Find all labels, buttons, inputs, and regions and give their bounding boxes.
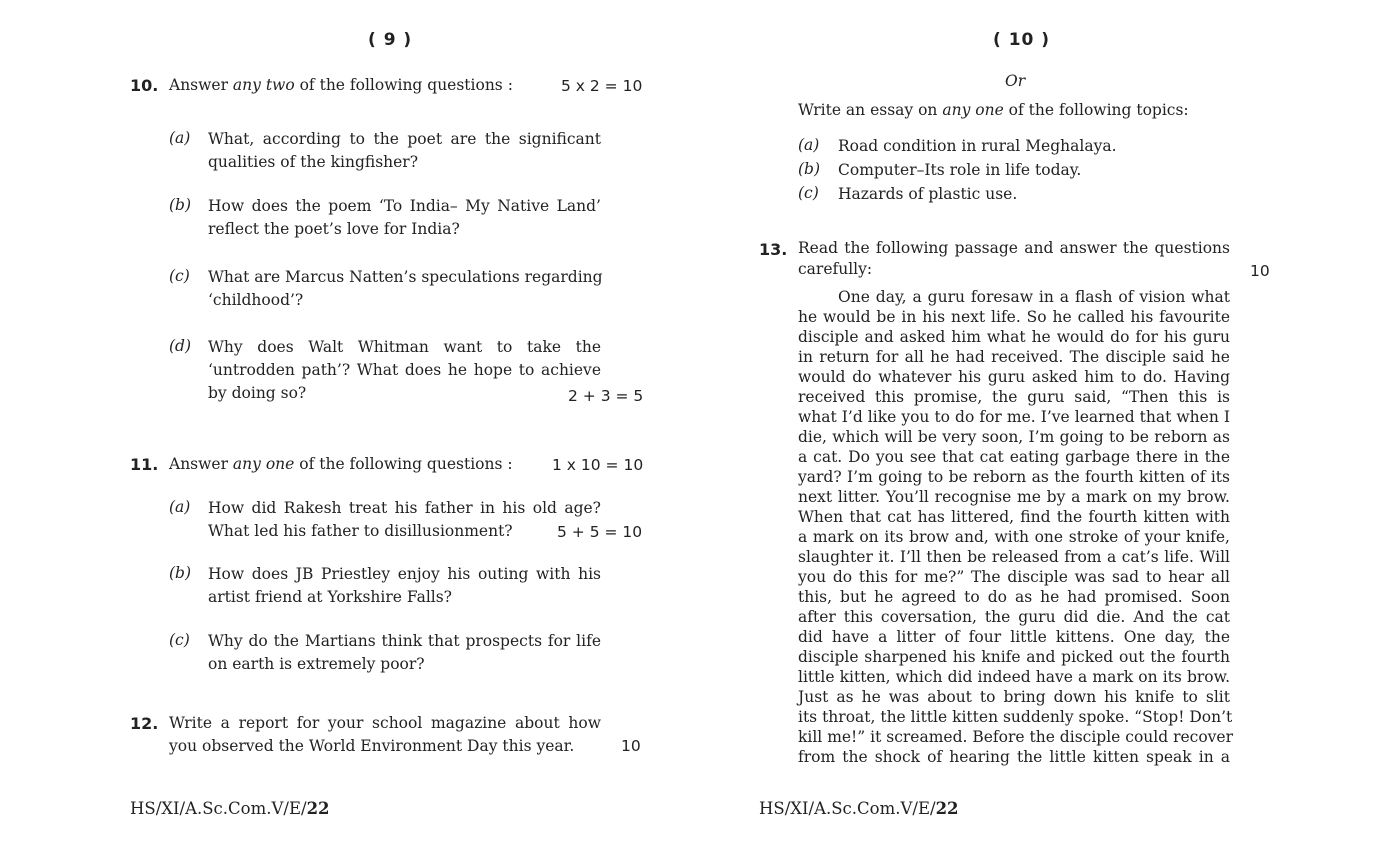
q10-item-c-text xyxy=(208,266,601,312)
text-line: What led his father to disillusionment? xyxy=(208,522,513,540)
stem-text: Answer xyxy=(169,76,233,94)
q11-item-a-text xyxy=(208,497,601,543)
passage-line: from the shock of hearing the little kitten speak in a xyxy=(798,748,1230,766)
stem-emphasis: any one xyxy=(942,101,1004,119)
passage-line: its throat, the little kitten suddenly spoke. “Stop! Don’t xyxy=(798,708,1233,726)
text-line: ‘childhood’? xyxy=(208,291,304,309)
text-line: qualities of the kingfisher? xyxy=(208,153,419,171)
passage-line: next litter. You’ll recognise me by a mark on my brow. xyxy=(798,488,1230,506)
passage-line: disciple sharpened his knife and picked out the fourth xyxy=(798,648,1230,666)
text-line: How did Rakesh treat his father in his old age? xyxy=(208,499,601,517)
text-line: carefully: xyxy=(798,260,873,278)
question-10-stem xyxy=(169,74,513,97)
q11-item-c-text xyxy=(208,630,601,676)
topic-b-text: Computer–Its role in life today. xyxy=(838,161,1082,179)
stem-text: Answer xyxy=(169,455,233,473)
topic-c-text: Hazards of plastic use. xyxy=(838,185,1018,203)
passage-line: One day, a guru foresaw in a flash of vision what xyxy=(838,288,1230,306)
or-separator: Or xyxy=(1005,72,1026,90)
topic-a-label: (a) xyxy=(798,136,820,154)
text-line: on earth is extremely poor? xyxy=(208,655,425,673)
passage-line: in return for all he had received. The disciple said he xyxy=(798,348,1230,366)
passage-line: did have a litter of four little kittens. One day, the xyxy=(798,628,1230,646)
topic-a-text: Road condition in rural Meghalaya. xyxy=(838,137,1117,155)
question-12-marks: 10 xyxy=(621,737,641,755)
footer-code-right xyxy=(759,799,959,818)
essay-instruction xyxy=(798,99,1189,122)
passage-line: received this promise, the guru said, “Then this is xyxy=(798,388,1230,406)
passage-line: Just as he was about to bring down his knife to slit xyxy=(798,688,1230,706)
text-line: How does JB Priestley enjoy his outing with his xyxy=(208,565,601,583)
text-line: Write a report for your school magazine about how xyxy=(169,714,601,732)
passage-line: yard? I’m going to be reborn as the fourth kitten of its xyxy=(798,468,1230,486)
passage-line: little kitten, which did indeed have a mark on its brow. xyxy=(798,668,1230,686)
question-12-text xyxy=(169,712,601,758)
stem-text: of the following questions : xyxy=(294,76,513,94)
question-12-number: 12. xyxy=(130,714,159,733)
stem-text: of the following topics: xyxy=(1003,101,1189,119)
q10-item-d-text xyxy=(208,336,601,405)
q10-item-d-marks: 2 + 3 = 5 xyxy=(568,387,644,405)
passage-line: what I’d like you to do for me. I’ve learned that when I xyxy=(798,408,1230,426)
text-line: Why do the Martians think that prospects for life xyxy=(208,632,601,650)
passage-line: kill me!” it screamed. Before the disciple could recover xyxy=(798,728,1233,746)
passage-line: this, but he agreed to do as he had promised. Soon xyxy=(798,588,1230,606)
q11-item-a-label: (a) xyxy=(169,498,191,516)
question-10-number: 10. xyxy=(130,76,159,95)
passage-line: would do whatever his guru asked him to do. Having xyxy=(798,368,1230,386)
footer-code-text: HS/XI/A.Sc.Com.V/E/ xyxy=(130,799,307,818)
text-line: reflect the poet’s love for India? xyxy=(208,220,460,238)
topic-c-label: (c) xyxy=(798,184,819,202)
q11-item-b-text xyxy=(208,563,601,609)
q10-item-b-label: (b) xyxy=(169,196,192,214)
passage-line: a mark on its brow and, with one stroke of your knife, xyxy=(798,528,1230,546)
topic-b-label: (b) xyxy=(798,160,821,178)
passage-line: you do this for me?” The disciple was sad to hear all xyxy=(798,568,1230,586)
footer-code-bold: 22 xyxy=(935,799,959,818)
q10-item-b-text xyxy=(208,195,601,241)
passage-line: he would be in his next life. So he called his favourite xyxy=(798,308,1230,326)
footer-code-left xyxy=(130,799,330,818)
text-line: How does the poem ‘To India– My Native Land’ xyxy=(208,197,601,215)
passage-line: die, which will be very soon, I’m going to be reborn as xyxy=(798,428,1230,446)
text-line: artist friend at Yorkshire Falls? xyxy=(208,588,452,606)
question-11-marks: 1 x 10 = 10 xyxy=(552,456,644,474)
page-number-left: ( 9 ) xyxy=(368,30,413,50)
footer-code-bold: 22 xyxy=(306,799,330,818)
passage-line: after this coversation, the guru did die. And the cat xyxy=(798,608,1230,626)
passage-line: a cat. Do you see that cat eating garbage there in the xyxy=(798,448,1230,466)
question-13-marks: 10 xyxy=(1250,262,1270,280)
passage-line: When that cat has littered, find the fourth kitten with xyxy=(798,508,1230,526)
text-line: Why does Walt Whitman want to take the xyxy=(208,338,601,356)
page-number-right: ( 10 ) xyxy=(993,30,1051,50)
text-line: What are Marcus Natten’s speculations regarding xyxy=(208,268,603,286)
text-line: ‘untrodden path’? What does he hope to achieve xyxy=(208,361,601,379)
text-line: Read the following passage and answer the questions xyxy=(798,239,1230,257)
q11-item-c-label: (c) xyxy=(169,631,190,649)
reading-passage xyxy=(798,287,1233,767)
stem-text: Write an essay on xyxy=(798,101,943,119)
q10-item-a-text xyxy=(208,128,601,174)
passage-line: disciple and asked him what he would do for his guru xyxy=(798,328,1230,346)
q10-item-c-label: (c) xyxy=(169,267,190,285)
q11-item-b-label: (b) xyxy=(169,564,192,582)
question-10-marks: 5 x 2 = 10 xyxy=(561,77,643,95)
question-11-stem xyxy=(169,453,513,476)
stem-text: of the following questions : xyxy=(294,455,513,473)
text-line: you observed the World Environment Day this year. xyxy=(169,737,575,755)
stem-emphasis: any one xyxy=(232,455,295,473)
q10-item-a-label: (a) xyxy=(169,129,191,147)
stem-emphasis: any two xyxy=(232,76,295,94)
footer-code-text: HS/XI/A.Sc.Com.V/E/ xyxy=(759,799,936,818)
q11-item-a-marks: 5 + 5 = 10 xyxy=(557,523,643,541)
question-13-number: 13. xyxy=(759,240,788,259)
question-13-text xyxy=(798,238,1230,280)
passage-line: slaughter it. I’ll then be released from a cat’s life. Will xyxy=(798,548,1230,566)
q10-item-d-label: (d) xyxy=(169,337,192,355)
text-line: by doing so? xyxy=(208,384,307,402)
question-11-number: 11. xyxy=(130,455,159,474)
text-line: What, according to the poet are the significant xyxy=(208,130,601,148)
